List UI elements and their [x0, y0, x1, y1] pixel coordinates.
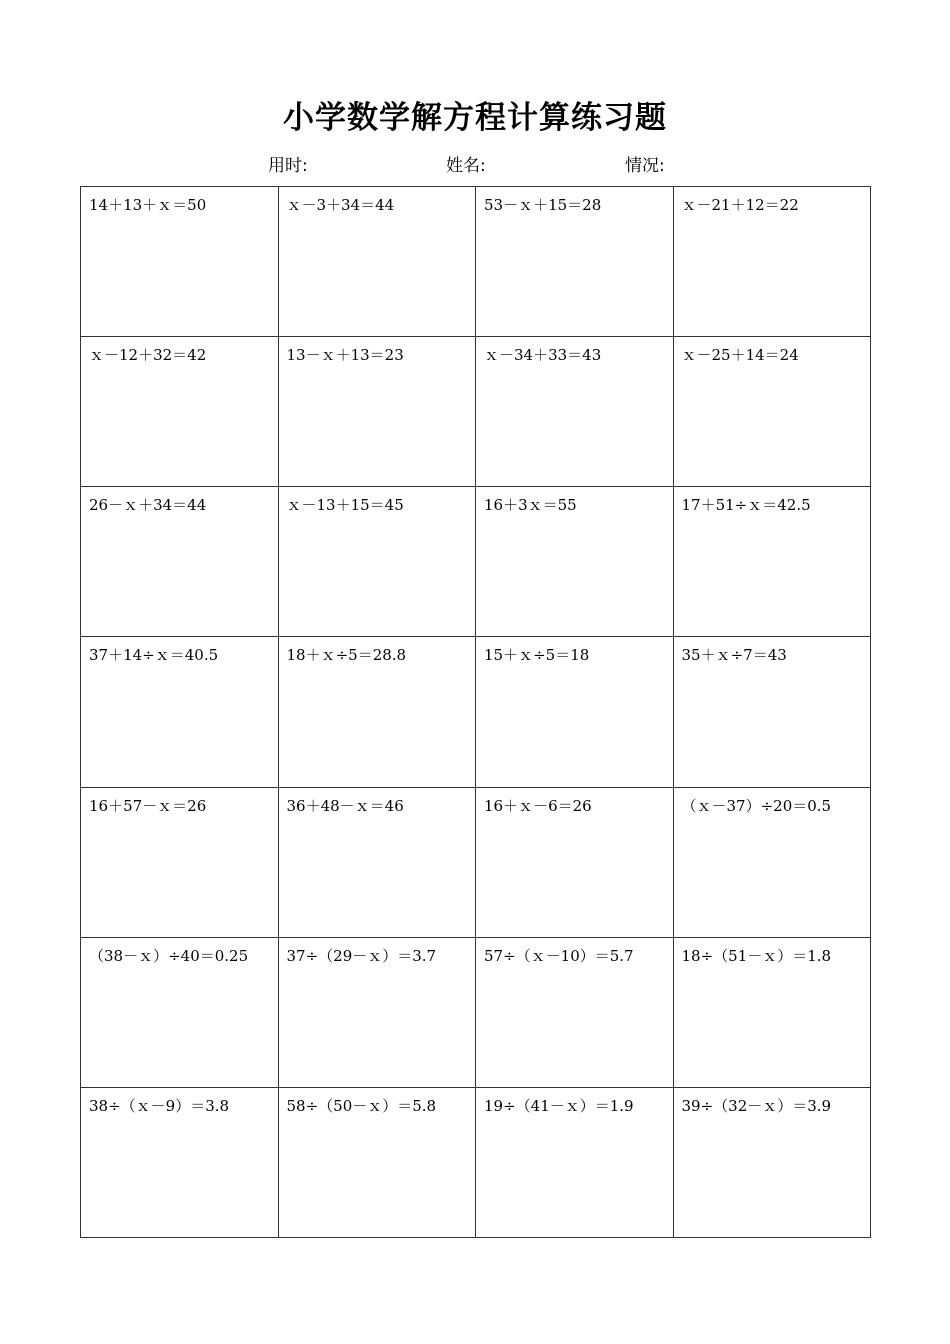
name-label: 姓名:: [446, 156, 486, 176]
problem-cell: 53－ｘ＋15＝28: [476, 187, 674, 337]
page-title: 小学数学解方程计算练习题: [283, 100, 667, 136]
problem-cell: 17＋51÷ｘ＝42.5: [673, 487, 871, 637]
problem-cell: 14＋13＋ｘ＝50: [81, 187, 279, 337]
problem-cell: （38－ｘ）÷40＝0.25: [81, 937, 279, 1087]
problem-cell: ｘ－13＋15＝45: [278, 487, 476, 637]
problem-cell: 16＋57－ｘ＝26: [81, 787, 279, 937]
time-label: 用时:: [268, 156, 308, 176]
problem-cell: 18÷（51－ｘ）＝1.8: [673, 937, 871, 1087]
problem-cell: 13－ｘ＋13＝23: [278, 337, 476, 487]
problem-row: [81, 787, 871, 937]
problem-cell: 36＋48－ｘ＝46: [278, 787, 476, 937]
problem-cell: 38÷（ｘ－9）＝3.8: [81, 1087, 279, 1237]
problem-row: [81, 1087, 871, 1237]
problem-cell: 39÷（32－ｘ）＝3.9: [673, 1087, 871, 1237]
problem-cell: 19÷（41－ｘ）＝1.9: [476, 1087, 674, 1237]
problem-row: [81, 187, 871, 337]
problem-cell: ｘ－3＋34＝44: [278, 187, 476, 337]
problem-cell: 16＋ｘ－6＝26: [476, 787, 674, 937]
problem-cell: 15＋ｘ÷5＝18: [476, 637, 674, 787]
problem-row: [81, 337, 871, 487]
problem-cell: 58÷（50－ｘ）＝5.8: [278, 1087, 476, 1237]
problem-cell: 16＋3ｘ＝55: [476, 487, 674, 637]
problem-cell: 18＋ｘ÷5＝28.8: [278, 637, 476, 787]
problem-cell: 37＋14÷ｘ＝40.5: [81, 637, 279, 787]
problem-cell: 37÷（29－ｘ）＝3.7: [278, 937, 476, 1087]
problem-row: [81, 487, 871, 637]
problem-cell: ｘ－25＋14＝24: [673, 337, 871, 487]
problem-cell: 35＋ｘ÷7＝43: [673, 637, 871, 787]
problem-cell: ｘ－21＋12＝22: [673, 187, 871, 337]
problem-cell: ｘ－34＋33＝43: [476, 337, 674, 487]
problem-cell: ｘ－12＋32＝42: [81, 337, 279, 487]
problem-row: [81, 637, 871, 787]
problem-cell: （ｘ－37）÷20＝0.5: [673, 787, 871, 937]
status-label: 情况:: [625, 156, 665, 176]
problem-grid: [80, 186, 871, 1238]
problem-cell: 57÷（ｘ－10）＝5.7: [476, 937, 674, 1087]
problem-row: [81, 937, 871, 1087]
problem-cell: 26－ｘ＋34＝44: [81, 487, 279, 637]
